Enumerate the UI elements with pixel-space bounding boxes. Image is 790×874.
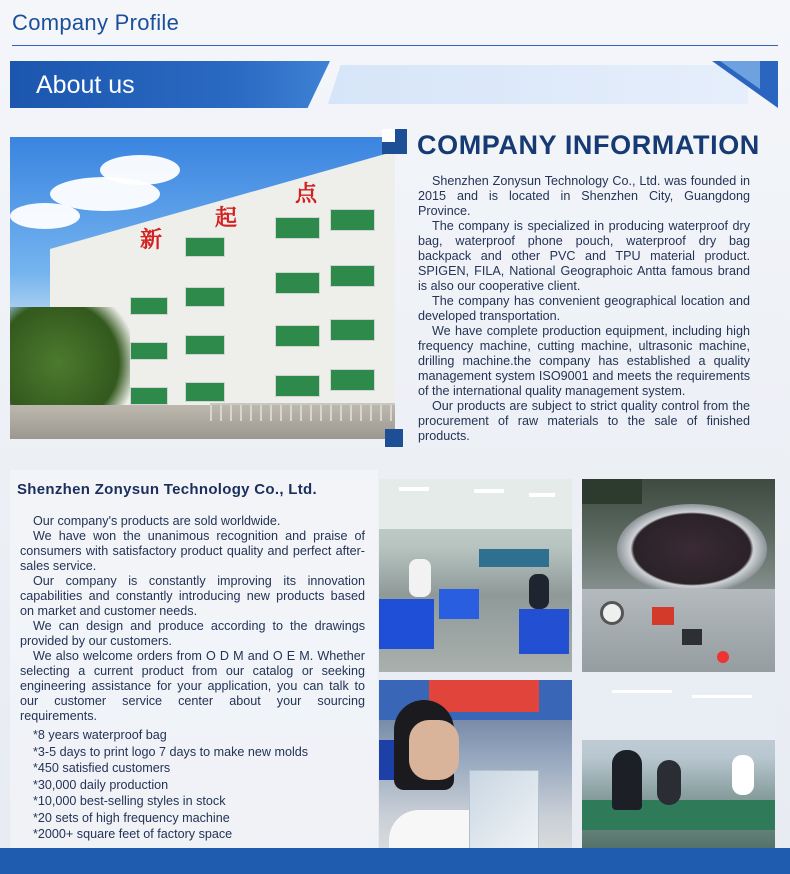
company-facts-list [33,727,363,843]
assembly-line-photo [582,680,775,874]
company-information-text [418,174,750,444]
footer-bar [0,848,790,874]
page-title: Company Profile [12,10,180,35]
building-sign-char: 起 [215,205,238,231]
about-us-banner [10,61,778,108]
machine-photo [582,479,775,672]
fact-item: *30,000 daily production [33,777,169,792]
desc-paragraph: We can design and produce according to the drawings provided by our customers. [20,619,365,648]
info-paragraph: Our products are subject to strict quality control from the procurement of raw materials to the sale of finished products. [418,399,750,443]
info-paragraph: The company has convenient geographical location and developed transportation. [418,294,750,323]
corner-square-decoration [382,129,407,154]
company-description-text [20,514,365,724]
railing [210,403,395,421]
company-name-heading: Shenzhen Zonysun Technology Co., Ltd. [17,481,317,498]
fact-item: *8 years waterproof bag [33,728,167,742]
info-paragraph: The company is specialized in producing waterproof dry bag, waterproof phone pouch, waterproof dry bag backpack and other PVC and TPU material product. SPIGEN, FILA, National Geographoic Antta famous brand is also our cooperative client. [418,219,750,293]
title-divider [12,45,778,46]
banner-light-band [328,65,748,104]
banner-label: About us [36,71,135,99]
desc-paragraph: We have won the unanimous recognition and praise of consumers with satisfactory product quality and perfect after-sales service. [20,529,365,573]
worker-inspection-photo [379,680,572,874]
company-building-photo [10,137,395,439]
fact-item: *20 sets of high frequency machine [33,810,230,825]
company-information-heading: COMPANY INFORMATION [417,130,760,160]
building-sign-char: 点 [295,181,318,207]
fact-item: *450 satisfied customers [33,761,171,775]
desc-paragraph: We also welcome orders from O D M and O E M. Whether selecting a current product from our catalog or seeking engineering assistance for your application, you can talk to our customer service center about your sourcing requirements. [20,649,365,723]
fact-item: *3-5 days to print logo 7 days to make new molds [33,744,309,759]
corner-square-decoration [385,429,403,447]
fact-item: *2000+ square feet of factory space [33,827,233,841]
factory-floor-photo [379,479,572,672]
info-paragraph: Shenzhen Zonysun Technology Co., Ltd. was founded in 2015 and is located in Shenzhen City, Guangdong Province. [418,174,750,218]
info-paragraph: We have complete production equipment, including high frequency machine, cutting machine, ultrasonic machine, drilling machine.the company has established a quality management system ISO9001 and meets the requirements of the international quality management system. [418,324,750,398]
desc-paragraph: Our company's products are sold worldwide. [33,514,281,528]
fact-item: *10,000 best-selling styles in stock [33,794,226,808]
banner-triangle-highlight [720,61,760,89]
desc-paragraph: Our company is constantly improving its innovation capabilities and constantly introducing new products based on market and customer needs. [20,574,365,618]
building-sign-char: 新 [140,227,163,253]
